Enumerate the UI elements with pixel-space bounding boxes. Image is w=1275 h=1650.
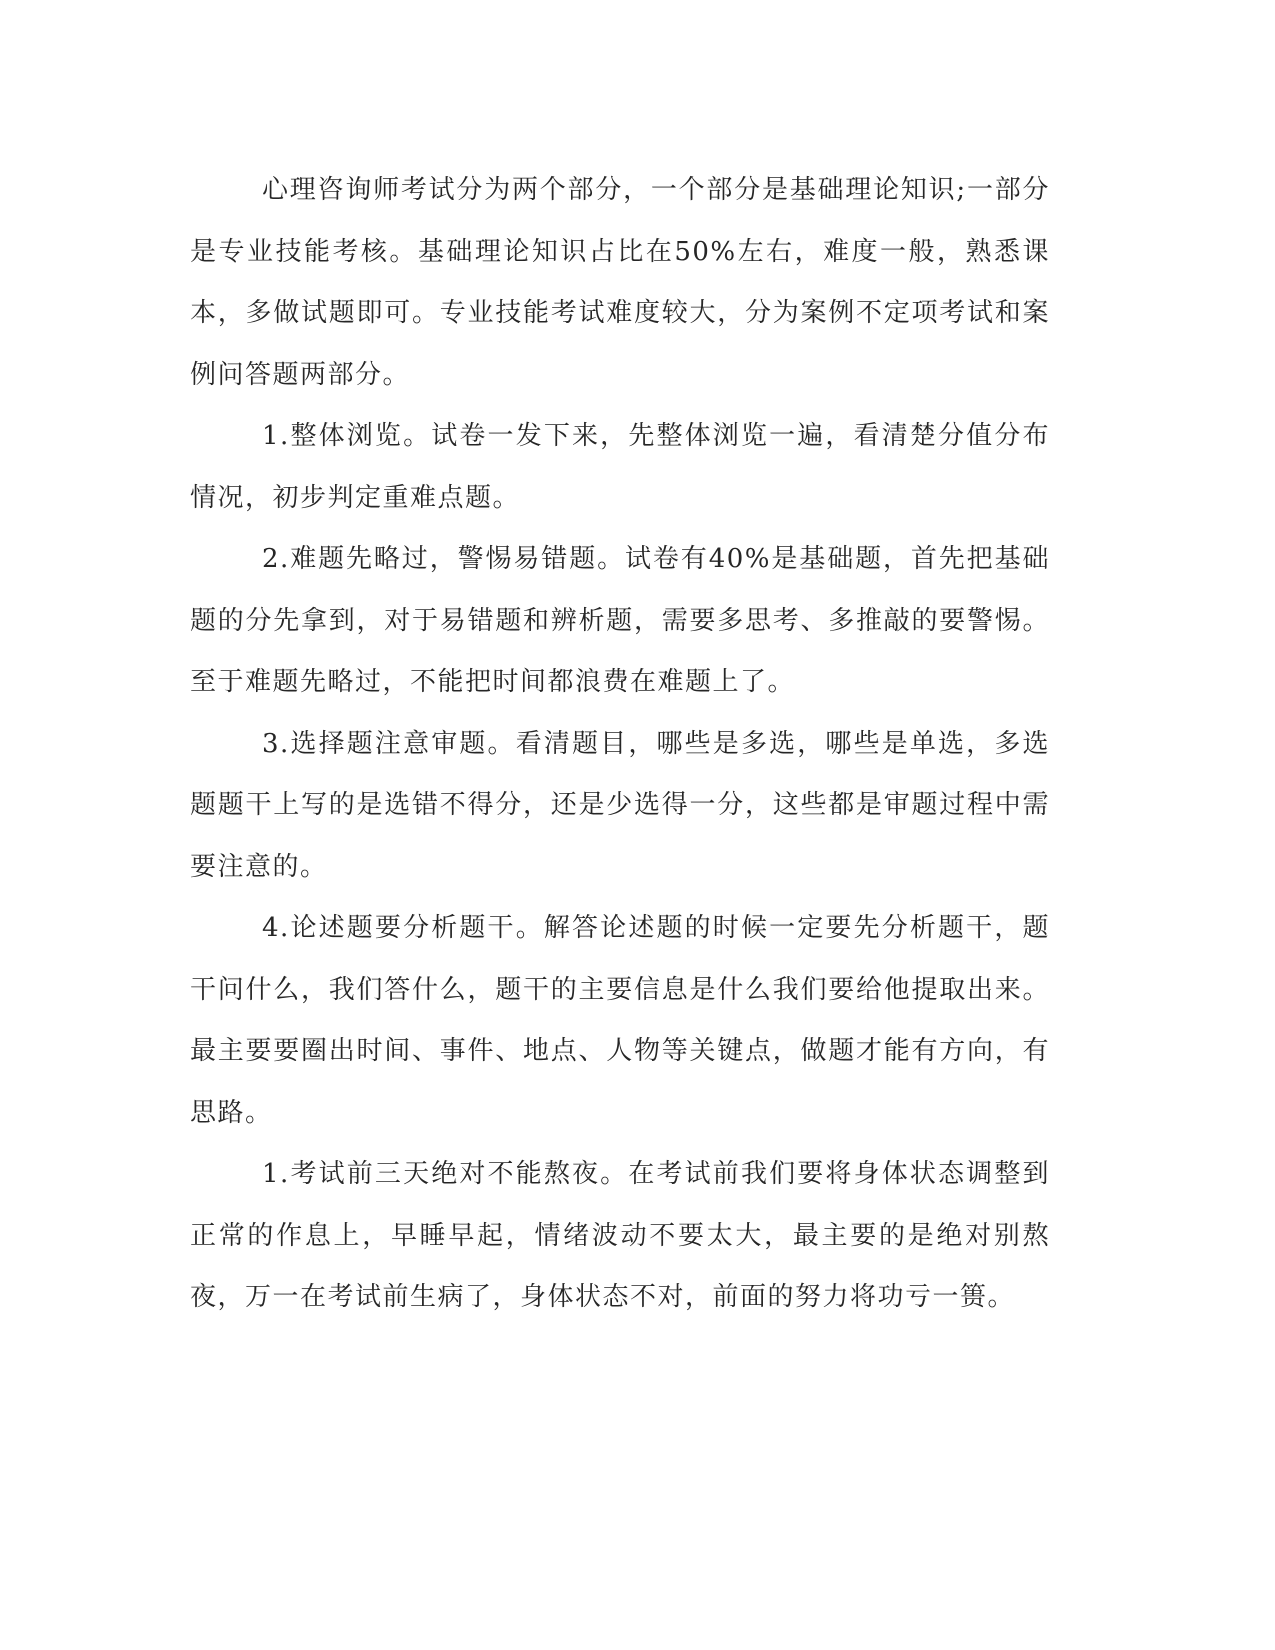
paragraph-intro: 心理咨询师考试分为两个部分，一个部分是基础理论知识;一部分是专业技能考核。基础理论知识占比在50%左右，难度一般，熟悉课本，多做试题即可。专业技能考试难度较大，分为案例不定项考试和案例问答题两部分。 [190, 175, 1050, 390]
paragraph-tip-choice: 3.选择题注意审题。看清题目，哪些是多选，哪些是单选，多选题题干上写的是选错不得分，还是少选得一分，这些都是审题过程中需要注意的。 [190, 728, 1050, 882]
document-body [190, 160, 1050, 1329]
paragraph-tip-skip-hard: 2.难题先略过，警惕易错题。试卷有40%是基础题，首先把基础题的分先拿到，对于易错题和辨析题，需要多思考、多推敲的要警惕。至于难题先略过，不能把时间都浪费在难题上了。 [190, 544, 1050, 697]
paragraph-tip-overview: 1.整体浏览。试卷一发下来，先整体浏览一遍，看清楚分值分布情况，初步判定重难点题。 [190, 421, 1050, 513]
paragraph-tip-sleep: 1.考试前三天绝对不能熬夜。在考试前我们要将身体状态调整到正常的作息上，早睡早起，情绪波动不要太大，最主要的是绝对别熬夜，万一在考试前生病了，身体状态不对，前面的努力将功亏一篑。 [190, 1159, 1050, 1312]
paragraph-tip-essay: 4.论述题要分析题干。解答论述题的时候一定要先分析题干，题干问什么，我们答什么，题干的主要信息是什么我们要给他提取出来。最主要要圈出时间、事件、地点、人物等关键点，做题才能有方向，有思路。 [190, 913, 1050, 1128]
